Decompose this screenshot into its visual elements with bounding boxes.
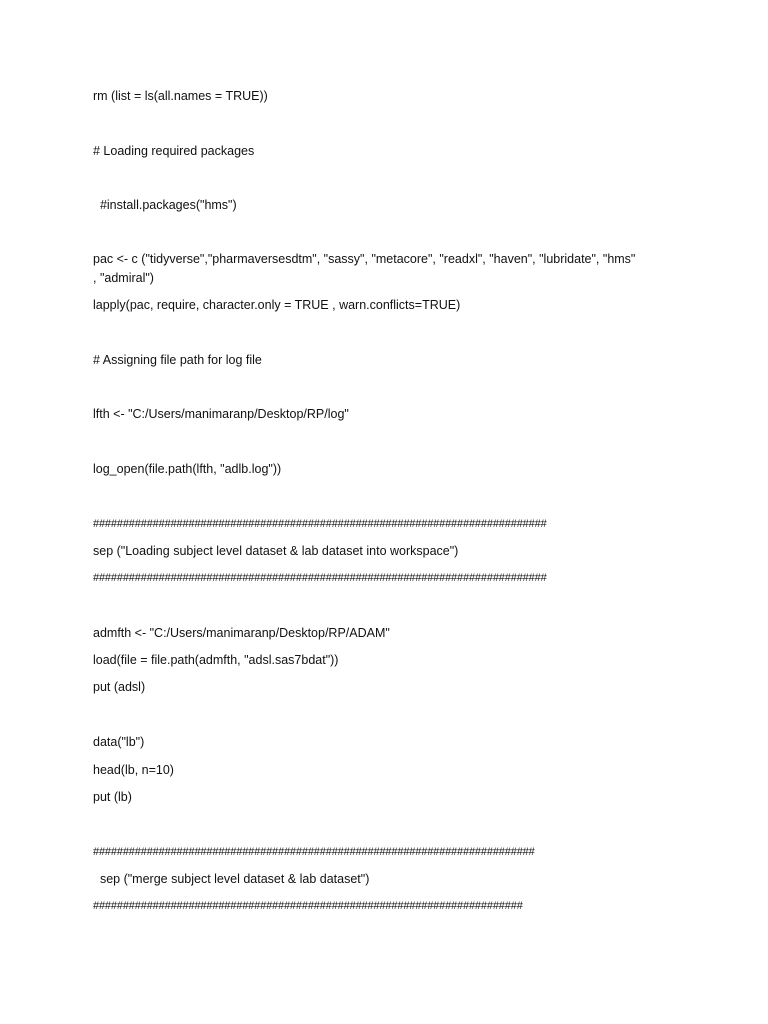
code-line-lfth: lfth <- "C:/Users/manimaranp/Desktop/RP/log" bbox=[93, 407, 349, 421]
code-line-put-adsl: put (adsl) bbox=[93, 680, 146, 694]
separator-line: ############################################################################ bbox=[93, 572, 547, 584]
separator-line: ######################################################################## bbox=[93, 900, 523, 912]
code-line-rm: rm (list = ls(all.names = TRUE)) bbox=[93, 89, 268, 103]
comment-loading-packages: # Loading required packages bbox=[93, 144, 255, 158]
code-line-put-lb: put (lb) bbox=[93, 790, 132, 804]
comment-log-path: # Assigning file path for log file bbox=[93, 353, 262, 367]
comment-install-packages: #install.packages("hms") bbox=[93, 198, 237, 212]
code-line-head-lb: head(lb, n=10) bbox=[93, 763, 174, 777]
code-line-sep-merge: sep ("merge subject level dataset & lab dataset") bbox=[93, 872, 370, 886]
code-line-admfth: admfth <- "C:/Users/manimaranp/Desktop/RP/ADAM" bbox=[93, 626, 390, 640]
code-line-lapply: lapply(pac, require, character.only = TRUE , warn.conflicts=TRUE) bbox=[93, 298, 461, 312]
code-line-pac-continued: , "admiral") bbox=[93, 271, 154, 285]
code-line-pac: pac <- c ("tidyverse","pharmaversesdtm", "sassy", "metacore", "readxl", "haven", "lubridate", "hms" bbox=[93, 252, 636, 266]
separator-line: ############################################################################ bbox=[93, 518, 547, 530]
code-line-load: load(file = file.path(admfth, "adsl.sas7bdat")) bbox=[93, 653, 339, 667]
code-line-data-lb: data("lb") bbox=[93, 735, 145, 749]
code-line-log-open: log_open(file.path(lfth, "adlb.log")) bbox=[93, 462, 282, 476]
separator-line: ########################################################################## bbox=[93, 846, 535, 858]
code-line-sep-loading: sep ("Loading subject level dataset & lab dataset into workspace") bbox=[93, 544, 459, 558]
